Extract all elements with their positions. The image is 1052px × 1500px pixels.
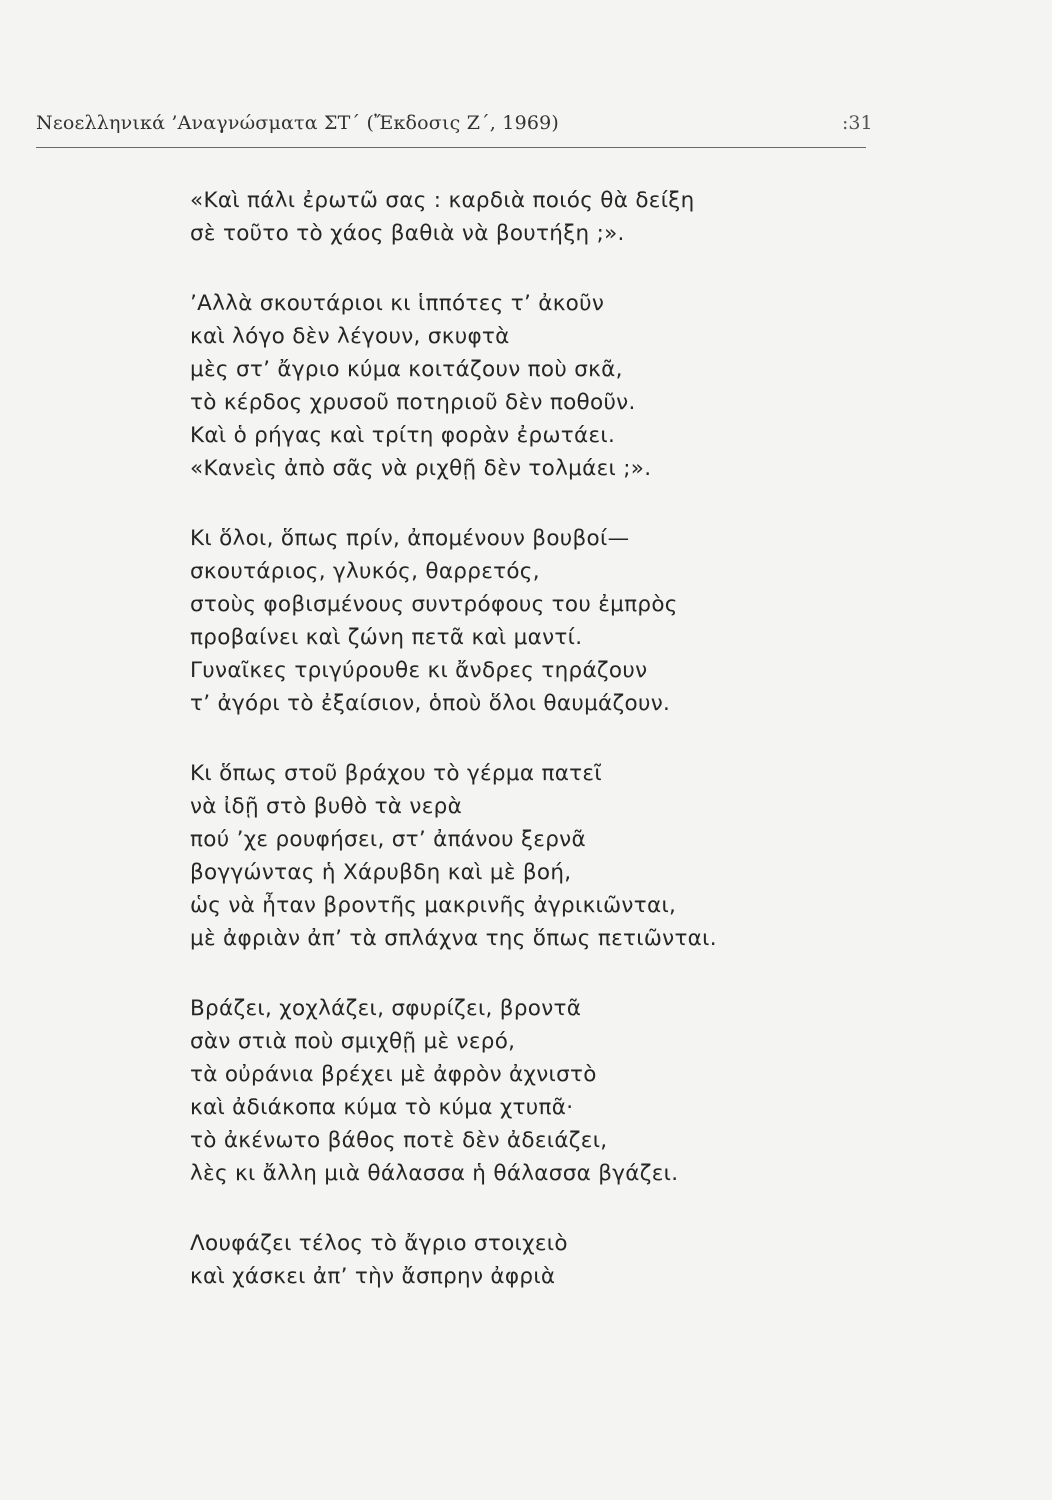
stanza [190, 1227, 830, 1293]
poem-line: λὲς κι ἄλλη μιὰ θάλασσα ἡ θάλασσα βγάζει. [190, 1161, 679, 1186]
poem-line: ’Αλλὰ σκουτάριοι κι ἱππότες τ’ ἀκοῦν [190, 291, 605, 316]
poem-line: πού ’χε ρουφήσει, στ’ ἀπάνου ξερνᾶ [190, 827, 586, 852]
poem-line: καὶ λόγο δὲν λέγουν, σκυφτὰ [190, 324, 510, 349]
poem-line: μὲ ἀφριὰν ἀπ’ τὰ σπλάχνα της ὅπως πετιῶνται. [190, 926, 717, 951]
poem-line: Καὶ ὁ ρήγας καὶ τρίτη φορὰν ἐρωτάει. [190, 423, 616, 448]
poem-line: βογγώντας ἡ Χάρυβδη καὶ μὲ βοή, [190, 860, 572, 885]
poem-line: καὶ ἀδιάκοπα κύμα τὸ κύμα χτυπᾶ· [190, 1095, 574, 1120]
page-header [36, 104, 873, 144]
header-rule [36, 147, 866, 148]
poem-line: τὸ ἀκένωτο βάθος ποτὲ δὲν ἀδειάζει, [190, 1128, 608, 1153]
poem-line: τὸ κέρδος χρυσοῦ ποτηριοῦ δὲν ποθοῦν. [190, 390, 636, 415]
poem-line: Γυναῖκες τριγύρουθε κι ἄνδρες τηράζουν [190, 658, 648, 683]
poem-line: σὰν στιὰ ποὺ σμιχθῇ μὲ νερό, [190, 1029, 516, 1054]
poem-line: Βράζει, χοχλάζει, σφυρίζει, βροντᾶ [190, 996, 582, 1021]
stanza [190, 757, 830, 955]
poem-body [190, 184, 830, 1330]
running-title: Νεοελληνικά ’Αναγνώσματα ΣΤ΄ (Ἔκδοσις Ζ΄, 1969) [36, 112, 560, 134]
poem-line: «Κανεὶς ἀπὸ σᾶς νὰ ριχθῇ δὲν τολμάει ;». [190, 456, 652, 481]
poem-line: σκουτάριος, γλυκός, θαρρετός, [190, 559, 540, 584]
poem-line: τ’ ἀγόρι τὸ ἐξαίσιον, ὁποὺ ὅλοι θαυμάζουν. [190, 691, 671, 716]
poem-line: μὲς στ’ ἄγριο κύμα κοιτάζουν ποὺ σκᾶ, [190, 357, 623, 382]
poem-line: τὰ οὐράνια βρέχει μὲ ἀφρὸν ἀχνιστὸ [190, 1062, 597, 1087]
poem-line: στοὺς φοβισμένους συντρόφους του ἐμπρὸς [190, 592, 678, 617]
stanza [190, 992, 830, 1190]
poem-line: νὰ ἰδῇ στὸ βυθὸ τὰ νερὰ [190, 794, 463, 819]
poem-line: ὡς νὰ ἦταν βροντῆς μακρινῆς ἀγρικιῶνται, [190, 893, 677, 918]
poem-line: «Καὶ πάλι ἐρωτῶ σας : καρδιὰ ποιός θὰ δείξη [190, 188, 695, 213]
poem-line: σὲ τοῦτο τὸ χάος βαθιὰ νὰ βουτήξη ;». [190, 221, 625, 246]
poem-line: καὶ χάσκει ἀπ’ τὴν ἄσπρην ἀφριὰ [190, 1264, 556, 1289]
stanza [190, 184, 830, 250]
stanza [190, 522, 830, 720]
poem-line: Λουφάζει τέλος τὸ ἄγριο στοιχειὸ [190, 1231, 568, 1256]
page-number: :31 [842, 112, 873, 134]
poem-line: προβαίνει καὶ ζώνη πετᾶ καὶ μαντί. [190, 625, 583, 650]
stanza [190, 287, 830, 485]
poem-line: Κι ὅλοι, ὅπως πρίν, ἀπομένουν βουβοί— [190, 526, 630, 551]
poem-line: Κι ὅπως στοῦ βράχου τὸ γέρμα πατεῖ [190, 761, 602, 786]
